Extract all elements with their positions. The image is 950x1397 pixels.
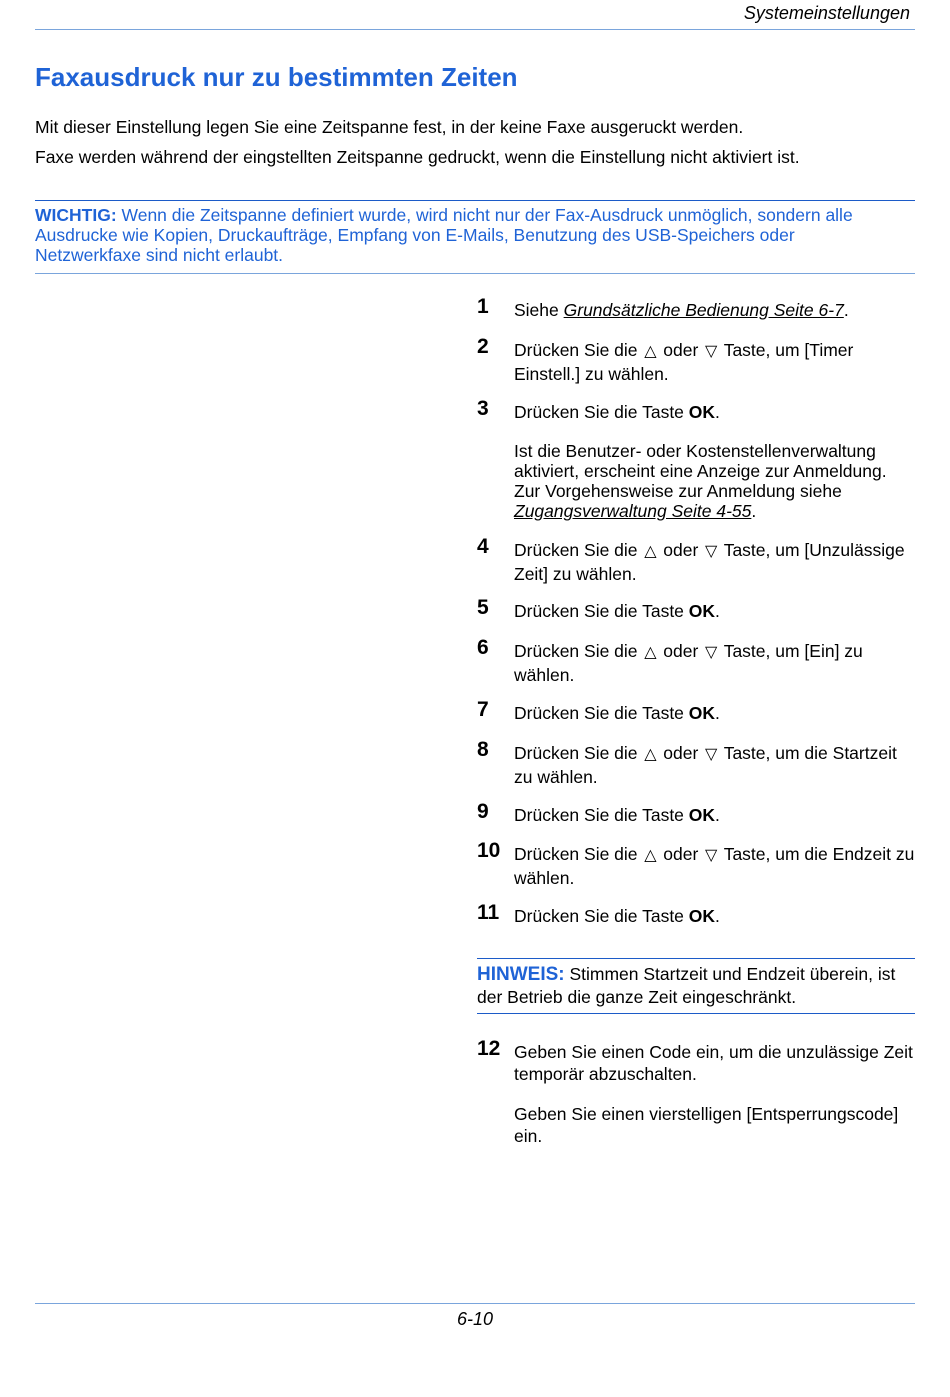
note-bottom-rule — [477, 1013, 915, 1014]
up-arrow-key-icon: △ — [644, 644, 657, 661]
step-text: Drücken Sie die △ oder ▽ Taste, um [Unzulässige Zeit] zu wählen. — [514, 540, 905, 584]
step-number: 11 — [477, 901, 500, 924]
step-number: 1 — [477, 295, 489, 318]
step-text: Drücken Sie die △ oder ▽ Taste, um [Ein] zu wählen. — [514, 641, 863, 685]
running-header: Systemeinstellungen — [743, 3, 910, 23]
step-number: 6 — [477, 636, 489, 659]
page-number: 6-10 — [456, 1309, 494, 1329]
step-text: Drücken Sie die △ oder ▽ Taste, um die Startzeit zu wählen. — [514, 743, 897, 787]
step-number: 12 — [477, 1037, 501, 1060]
step-number: 10 — [477, 839, 501, 862]
important-note — [35, 205, 905, 265]
down-arrow-key-icon: ▽ — [705, 644, 718, 661]
ok-key-label: OK — [688, 402, 716, 422]
step-text: Siehe Grundsätzliche Bedienung Seite 6-7. — [514, 300, 849, 320]
step-text: Drücken Sie die Taste OK. — [514, 703, 720, 723]
step-number: 7 — [477, 698, 489, 721]
page-title: Faxausdruck nur zu bestimmten Zeiten — [35, 62, 518, 92]
up-arrow-key-icon: △ — [644, 343, 657, 360]
step-text: Drücken Sie die △ oder ▽ Taste, um [Timer Einstell.] zu wählen. — [514, 340, 854, 384]
step-3-info: Ist die Benutzer- oder Kostenstellenverwaltung aktiviert, erscheint eine Anzeige zur Anmeldung. Zur Vorgehensweise zur Anmeldung siehe Zugangsverwaltung Seite 4-55. — [514, 441, 887, 521]
step-text: Drücken Sie die Taste OK. — [514, 402, 720, 422]
ok-key-label: OK — [688, 703, 716, 723]
step-number: 9 — [477, 800, 489, 823]
step-number: 8 — [477, 738, 489, 761]
ok-key-label: OK — [688, 805, 716, 825]
up-arrow-key-icon: △ — [644, 746, 657, 763]
step-text: Drücken Sie die Taste OK. — [514, 805, 720, 825]
link-zugangsverwaltung[interactable]: Zugangsverwaltung Seite 4-55 — [514, 501, 752, 521]
step-number: 4 — [477, 535, 489, 558]
up-arrow-key-icon: △ — [644, 847, 657, 864]
important-text: Wenn die Zeitspanne definiert wurde, wird nicht nur der Fax-Ausdruck unmöglich, sondern alle Ausdrucke wie Kopien, Druckaufträge, Empfang von E-Mails, Benutzung des USB-Speichers oder Netzwerkfaxe sind nicht erlaubt. — [35, 205, 853, 265]
note-top-rule — [477, 958, 915, 959]
important-bottom-rule — [35, 273, 915, 274]
header-rule — [35, 29, 915, 30]
down-arrow-key-icon: ▽ — [705, 746, 718, 763]
note-box — [477, 963, 915, 1008]
important-label: WICHTIG: — [35, 205, 117, 225]
note-text: Stimmen Startzeit und Endzeit überein, ist der Betrieb die ganze Zeit eingeschränkt. — [477, 964, 896, 1007]
step-text: Drücken Sie die △ oder ▽ Taste, um die Endzeit zu wählen. — [514, 844, 915, 888]
step-text: Drücken Sie die Taste OK. — [514, 906, 720, 926]
step-number: 3 — [477, 397, 489, 420]
down-arrow-key-icon: ▽ — [705, 847, 718, 864]
down-arrow-key-icon: ▽ — [705, 343, 718, 360]
ok-key-label: OK — [688, 601, 716, 621]
ok-key-label: OK — [688, 906, 716, 926]
step-text: Geben Sie einen Code ein, um die unzulässige Zeit temporär abzuschalten. — [514, 1042, 913, 1084]
step-number: 2 — [477, 335, 489, 358]
note-label: HINWEIS: — [477, 964, 565, 985]
down-arrow-key-icon: ▽ — [705, 543, 718, 560]
intro-paragraph-2: Faxe werden während der eingstellten Zeitspanne gedruckt, wenn die Einstellung nicht aktiviert ist. — [35, 147, 800, 167]
up-arrow-key-icon: △ — [644, 543, 657, 560]
intro-paragraph-1: Mit dieser Einstellung legen Sie eine Zeitspanne fest, in der keine Faxe ausgeruckt werden. — [35, 117, 744, 137]
step-12-info: Geben Sie einen vierstelligen [Entsperrungscode] ein. — [514, 1104, 899, 1146]
footer-rule — [35, 1303, 915, 1304]
step-text: Drücken Sie die Taste OK. — [514, 601, 720, 621]
important-top-rule — [35, 200, 915, 201]
step-number: 5 — [477, 596, 489, 619]
link-grundsaetzliche-bedienung[interactable]: Grundsätzliche Bedienung Seite 6-7 — [563, 300, 844, 320]
